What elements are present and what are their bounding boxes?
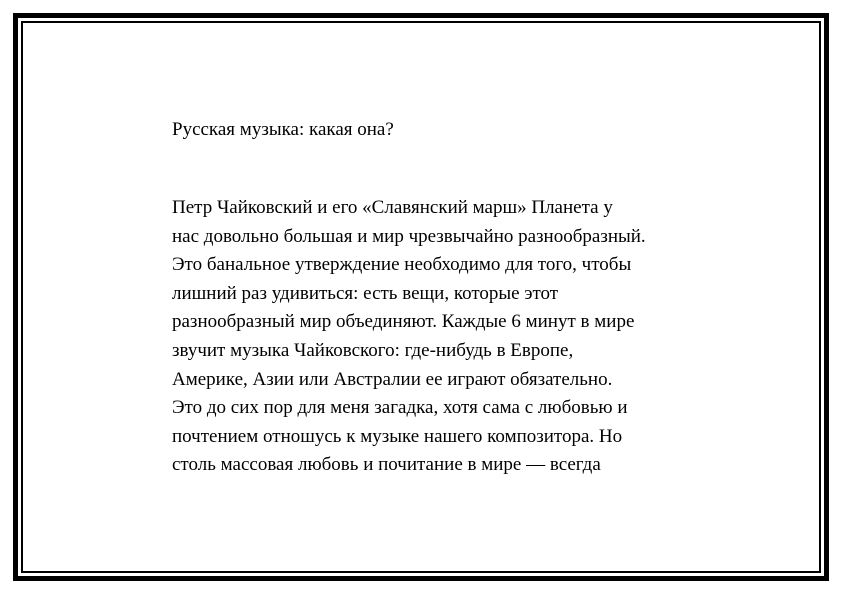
body-line: нас довольно большая и мир чрезвычайно разнообразный. — [172, 225, 646, 247]
body-line: Это до сих пор для меня загадка, хотя сама с любовью и — [172, 397, 628, 419]
body-line: Это банальное утверждение необходимо для того, чтобы — [172, 254, 632, 276]
body-line: столь массовая любовь и почитание в мире — всегда — [172, 454, 601, 476]
document-body — [172, 194, 646, 480]
body-line: разнообразный мир объединяют. Каждые 6 минут в мире — [172, 311, 635, 333]
body-line: звучит музыка Чайковского: где-нибудь в Европе, — [172, 339, 574, 361]
body-line: почтением отношусь к музыке нашего композитора. Но — [172, 425, 623, 447]
document-title: Русская музыка: какая она? — [172, 119, 394, 140]
body-line: Петр Чайковский и его «Славянский марш» Планета у — [172, 197, 613, 218]
body-line: Америке, Азии или Австралии ее играют обязательно. — [172, 368, 613, 390]
body-line: лишний раз удивиться: есть вещи, которые этот — [172, 282, 559, 304]
